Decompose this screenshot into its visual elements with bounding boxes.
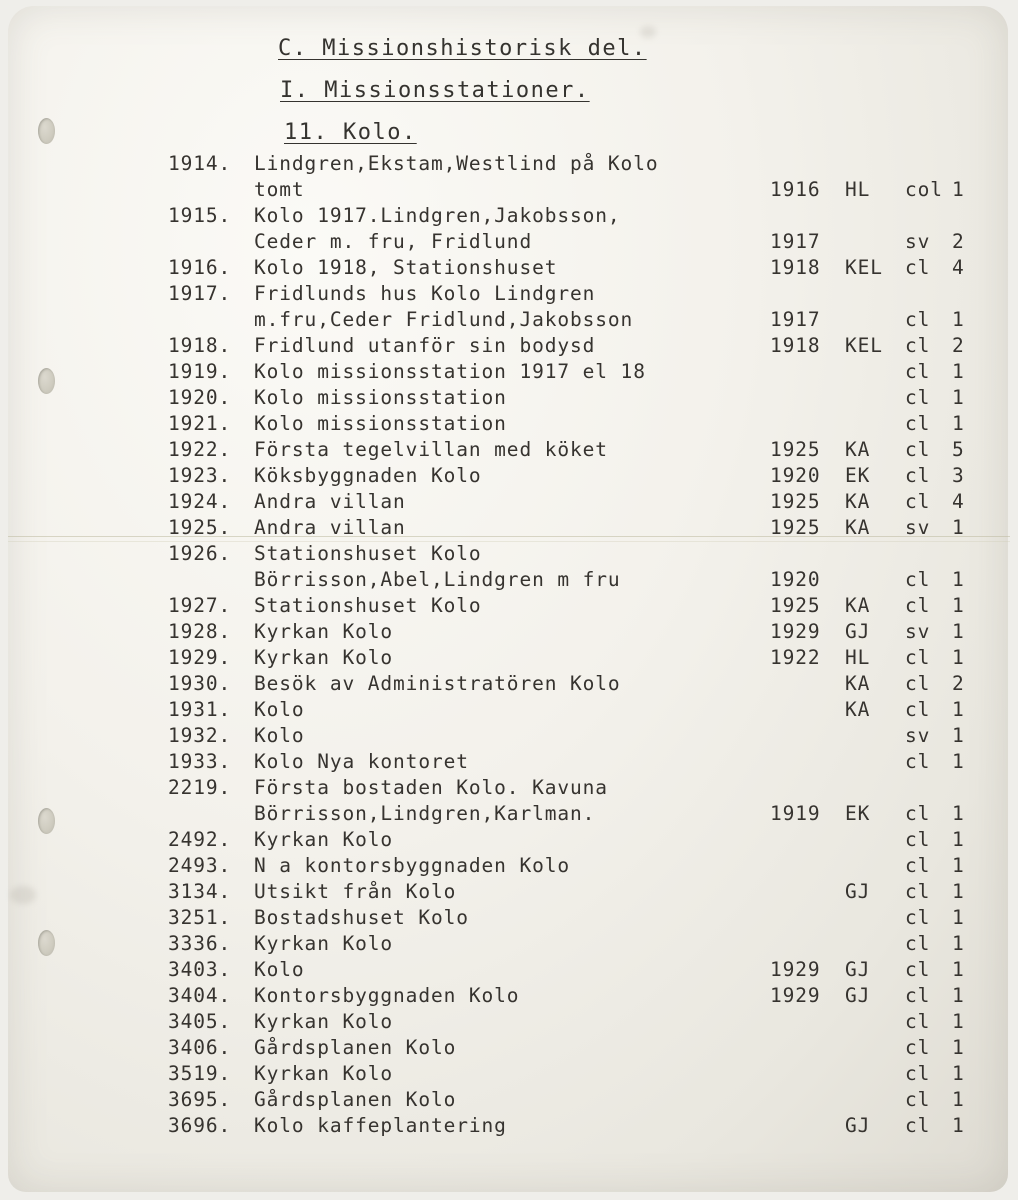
entry-number: 3696. bbox=[168, 1114, 232, 1137]
entry-row bbox=[0, 516, 1018, 542]
entry-number: 1931. bbox=[168, 698, 232, 721]
entry-initials: KA bbox=[845, 672, 871, 695]
entry-initials: KEL bbox=[845, 334, 883, 357]
entry-code: cl bbox=[905, 1088, 931, 1111]
entry-code: cl bbox=[905, 672, 931, 695]
entry-row bbox=[0, 1036, 1018, 1062]
entry-row bbox=[0, 750, 1018, 776]
entry-quantity: 2 bbox=[952, 230, 965, 253]
entry-description: Kontorsbyggnaden Kolo bbox=[254, 984, 520, 1007]
entry-year: 1925 bbox=[770, 594, 821, 617]
entry-year: 1922 bbox=[770, 646, 821, 669]
entry-number: 1924. bbox=[168, 490, 232, 513]
entry-row-continuation bbox=[0, 230, 1018, 256]
entry-quantity: 1 bbox=[952, 828, 965, 851]
entry-quantity: 1 bbox=[952, 178, 965, 201]
entry-quantity: 1 bbox=[952, 360, 965, 383]
entry-description: Första tegelvillan med köket bbox=[254, 438, 608, 461]
entry-year: 1925 bbox=[770, 490, 821, 513]
entry-row bbox=[0, 334, 1018, 360]
entry-row-continuation bbox=[0, 568, 1018, 594]
entry-code: sv bbox=[905, 516, 931, 539]
entry-year: 1925 bbox=[770, 516, 821, 539]
entry-number: 3405. bbox=[168, 1010, 232, 1033]
entry-row bbox=[0, 672, 1018, 698]
entry-quantity: 1 bbox=[952, 724, 965, 747]
entry-year: 1917 bbox=[770, 308, 821, 331]
entry-row-continuation bbox=[0, 178, 1018, 204]
entry-quantity: 1 bbox=[952, 958, 965, 981]
entry-quantity: 5 bbox=[952, 438, 965, 461]
entry-initials: GJ bbox=[845, 958, 871, 981]
entry-row bbox=[0, 360, 1018, 386]
entry-description: N a kontorsbyggnaden Kolo bbox=[254, 854, 570, 877]
entry-year: 1918 bbox=[770, 334, 821, 357]
entry-description: Fridlunds hus Kolo Lindgren bbox=[254, 282, 596, 305]
entry-row bbox=[0, 1010, 1018, 1036]
entry-description: Fridlund utanför sin bodysd bbox=[254, 334, 596, 357]
entry-code: cl bbox=[905, 1036, 931, 1059]
entry-row bbox=[0, 646, 1018, 672]
entry-row bbox=[0, 438, 1018, 464]
entry-description: Kolo 1918, Stationshuset bbox=[254, 256, 558, 279]
entry-code: cl bbox=[905, 1062, 931, 1085]
entry-number: 1922. bbox=[168, 438, 232, 461]
entry-description: Kolo bbox=[254, 698, 305, 721]
entry-number: 1920. bbox=[168, 386, 232, 409]
entry-code: cl bbox=[905, 464, 931, 487]
entry-quantity: 1 bbox=[952, 1010, 965, 1033]
entry-description: Besök av Administratören Kolo bbox=[254, 672, 621, 695]
entry-year: 1920 bbox=[770, 568, 821, 591]
entry-year: 1929 bbox=[770, 984, 821, 1007]
entry-description: Gårdsplanen Kolo bbox=[254, 1088, 457, 1111]
entry-code: cl bbox=[905, 984, 931, 1007]
entry-row bbox=[0, 854, 1018, 880]
entry-number: 1929. bbox=[168, 646, 232, 669]
entry-row bbox=[0, 490, 1018, 516]
entry-description-continued: Börrisson,Lindgren,Karlman. bbox=[254, 802, 596, 825]
entry-initials: HL bbox=[845, 646, 871, 669]
entry-description: Kyrkan Kolo bbox=[254, 828, 394, 851]
entry-quantity: 1 bbox=[952, 620, 965, 643]
entry-quantity: 1 bbox=[952, 932, 965, 955]
entry-description: Stationshuset Kolo bbox=[254, 542, 482, 565]
entry-number: 1927. bbox=[168, 594, 232, 617]
entry-description: Stationshuset Kolo bbox=[254, 594, 482, 617]
entry-initials: KEL bbox=[845, 256, 883, 279]
entry-quantity: 1 bbox=[952, 698, 965, 721]
entry-quantity: 4 bbox=[952, 490, 965, 513]
entry-description-continued: tomt bbox=[254, 178, 305, 201]
entry-code: cl bbox=[905, 308, 931, 331]
entry-row bbox=[0, 828, 1018, 854]
entry-year: 1929 bbox=[770, 620, 821, 643]
entry-number: 1925. bbox=[168, 516, 232, 539]
entry-description: Första bostaden Kolo. Kavuna bbox=[254, 776, 608, 799]
entry-description: Kyrkan Kolo bbox=[254, 1062, 394, 1085]
entry-number: 3695. bbox=[168, 1088, 232, 1111]
entry-number: 1919. bbox=[168, 360, 232, 383]
entry-number: 1928. bbox=[168, 620, 232, 643]
entry-number: 1923. bbox=[168, 464, 232, 487]
entry-description: Bostadshuset Kolo bbox=[254, 906, 469, 929]
entry-description: Utsikt från Kolo bbox=[254, 880, 457, 903]
entry-quantity: 4 bbox=[952, 256, 965, 279]
entry-row bbox=[0, 464, 1018, 490]
entry-number: 1926. bbox=[168, 542, 232, 565]
entry-code: cl bbox=[905, 698, 931, 721]
entry-description: Lindgren,Ekstam,Westlind på Kolo bbox=[254, 152, 659, 175]
entry-initials: EK bbox=[845, 464, 871, 487]
entry-description-continued: Ceder m. fru, Fridlund bbox=[254, 230, 533, 253]
entry-quantity: 1 bbox=[952, 412, 965, 435]
entry-initials: GJ bbox=[845, 880, 871, 903]
entry-number: 1916. bbox=[168, 256, 232, 279]
entry-initials: GJ bbox=[845, 620, 871, 643]
entry-description: Kolo missionsstation bbox=[254, 412, 507, 435]
entry-description: Andra villan bbox=[254, 516, 406, 539]
entry-code: cl bbox=[905, 958, 931, 981]
entry-description: Kolo Nya kontoret bbox=[254, 750, 469, 773]
entry-code: cl bbox=[905, 256, 931, 279]
entry-description: Gårdsplanen Kolo bbox=[254, 1036, 457, 1059]
entry-year: 1918 bbox=[770, 256, 821, 279]
entry-code: sv bbox=[905, 620, 931, 643]
entry-year: 1925 bbox=[770, 438, 821, 461]
entry-initials: EK bbox=[845, 802, 871, 825]
entry-quantity: 1 bbox=[952, 1062, 965, 1085]
entry-code: cl bbox=[905, 594, 931, 617]
entry-code: cl bbox=[905, 490, 931, 513]
entry-description: Kyrkan Kolo bbox=[254, 932, 394, 955]
entry-code: cl bbox=[905, 906, 931, 929]
entry-quantity: 1 bbox=[952, 906, 965, 929]
entry-number: 1915. bbox=[168, 204, 232, 227]
entry-initials: KA bbox=[845, 516, 871, 539]
entry-code: cl bbox=[905, 750, 931, 773]
entry-number: 1921. bbox=[168, 412, 232, 435]
entry-quantity: 1 bbox=[952, 984, 965, 1007]
entry-quantity: 1 bbox=[952, 750, 965, 773]
entry-initials: KA bbox=[845, 698, 871, 721]
entry-list bbox=[0, 152, 1018, 1140]
entry-number: 3134. bbox=[168, 880, 232, 903]
entry-code: cl bbox=[905, 360, 931, 383]
entry-initials: HL bbox=[845, 178, 871, 201]
entry-quantity: 1 bbox=[952, 1114, 965, 1137]
entry-number: 2493. bbox=[168, 854, 232, 877]
entry-number: 1918. bbox=[168, 334, 232, 357]
entry-code: cl bbox=[905, 802, 931, 825]
entry-description-continued: Börrisson,Abel,Lindgren m fru bbox=[254, 568, 621, 591]
entry-quantity: 1 bbox=[952, 1036, 965, 1059]
entry-quantity: 1 bbox=[952, 516, 965, 539]
entry-description: Kyrkan Kolo bbox=[254, 620, 394, 643]
entry-code: cl bbox=[905, 1010, 931, 1033]
entry-code: cl bbox=[905, 646, 931, 669]
entry-row bbox=[0, 1062, 1018, 1088]
entry-row bbox=[0, 958, 1018, 984]
entry-quantity: 2 bbox=[952, 672, 965, 695]
entry-description-continued: m.fru,Ceder Fridlund,Jakobsson bbox=[254, 308, 634, 331]
entry-number: 3406. bbox=[168, 1036, 232, 1059]
entry-quantity: 1 bbox=[952, 568, 965, 591]
entry-description: Kolo kaffeplantering bbox=[254, 1114, 507, 1137]
entry-year: 1929 bbox=[770, 958, 821, 981]
entry-row bbox=[0, 906, 1018, 932]
entry-quantity: 3 bbox=[952, 464, 965, 487]
entry-row-continuation bbox=[0, 308, 1018, 334]
entry-quantity: 1 bbox=[952, 854, 965, 877]
entry-code: cl bbox=[905, 568, 931, 591]
entry-code: cl bbox=[905, 438, 931, 461]
entry-number: 3403. bbox=[168, 958, 232, 981]
entry-number: 1930. bbox=[168, 672, 232, 695]
entry-initials: KA bbox=[845, 490, 871, 513]
entry-row bbox=[0, 620, 1018, 646]
entry-description: Kolo bbox=[254, 724, 305, 747]
entry-year: 1917 bbox=[770, 230, 821, 253]
entry-code: cl bbox=[905, 880, 931, 903]
entry-initials: KA bbox=[845, 438, 871, 461]
entry-number: 1917. bbox=[168, 282, 232, 305]
entry-row bbox=[0, 1114, 1018, 1140]
entry-code: cl bbox=[905, 386, 931, 409]
entry-row bbox=[0, 880, 1018, 906]
entry-number: 3519. bbox=[168, 1062, 232, 1085]
entry-quantity: 1 bbox=[952, 308, 965, 331]
entry-number: 1932. bbox=[168, 724, 232, 747]
entry-row bbox=[0, 698, 1018, 724]
entry-row bbox=[0, 932, 1018, 958]
entry-code: cl bbox=[905, 412, 931, 435]
entry-number: 3404. bbox=[168, 984, 232, 1007]
entry-number: 1914. bbox=[168, 152, 232, 175]
entry-row-continuation bbox=[0, 802, 1018, 828]
heading-section-i: I. Missionsstationer. bbox=[280, 78, 590, 103]
entry-number: 3336. bbox=[168, 932, 232, 955]
entry-quantity: 1 bbox=[952, 802, 965, 825]
entry-row bbox=[0, 594, 1018, 620]
entry-year: 1920 bbox=[770, 464, 821, 487]
entry-number: 2219. bbox=[168, 776, 232, 799]
entry-quantity: 1 bbox=[952, 386, 965, 409]
entry-row bbox=[0, 1088, 1018, 1114]
entry-code: col bbox=[905, 178, 943, 201]
entry-code: sv bbox=[905, 724, 931, 747]
entry-code: cl bbox=[905, 334, 931, 357]
entry-code: cl bbox=[905, 854, 931, 877]
entry-number: 2492. bbox=[168, 828, 232, 851]
entry-year: 1919 bbox=[770, 802, 821, 825]
entry-quantity: 1 bbox=[952, 1088, 965, 1111]
entry-quantity: 1 bbox=[952, 594, 965, 617]
entry-description: Kolo bbox=[254, 958, 305, 981]
entry-initials: GJ bbox=[845, 1114, 871, 1137]
entry-quantity: 1 bbox=[952, 880, 965, 903]
entry-description: Kolo 1917.Lindgren,Jakobsson, bbox=[254, 204, 621, 227]
entry-code: cl bbox=[905, 828, 931, 851]
entry-initials: GJ bbox=[845, 984, 871, 1007]
entry-description: Kyrkan Kolo bbox=[254, 646, 394, 669]
entry-description: Andra villan bbox=[254, 490, 406, 513]
heading-subsection-11: 11. Kolo. bbox=[284, 120, 417, 145]
entry-number: 1933. bbox=[168, 750, 232, 773]
entry-description: Köksbyggnaden Kolo bbox=[254, 464, 482, 487]
entry-initials: KA bbox=[845, 594, 871, 617]
entry-year: 1916 bbox=[770, 178, 821, 201]
entry-quantity: 2 bbox=[952, 334, 965, 357]
entry-row bbox=[0, 386, 1018, 412]
entry-description: Kyrkan Kolo bbox=[254, 1010, 394, 1033]
entry-description: Kolo missionsstation bbox=[254, 386, 507, 409]
entry-row bbox=[0, 412, 1018, 438]
entry-code: cl bbox=[905, 932, 931, 955]
entry-code: sv bbox=[905, 230, 931, 253]
entry-row bbox=[0, 984, 1018, 1010]
entry-row bbox=[0, 256, 1018, 282]
entry-quantity: 1 bbox=[952, 646, 965, 669]
entry-number: 3251. bbox=[168, 906, 232, 929]
entry-code: cl bbox=[905, 1114, 931, 1137]
entry-description: Kolo missionsstation 1917 el 18 bbox=[254, 360, 646, 383]
entry-row bbox=[0, 724, 1018, 750]
heading-section-c: C. Missionshistorisk del. bbox=[278, 36, 647, 61]
